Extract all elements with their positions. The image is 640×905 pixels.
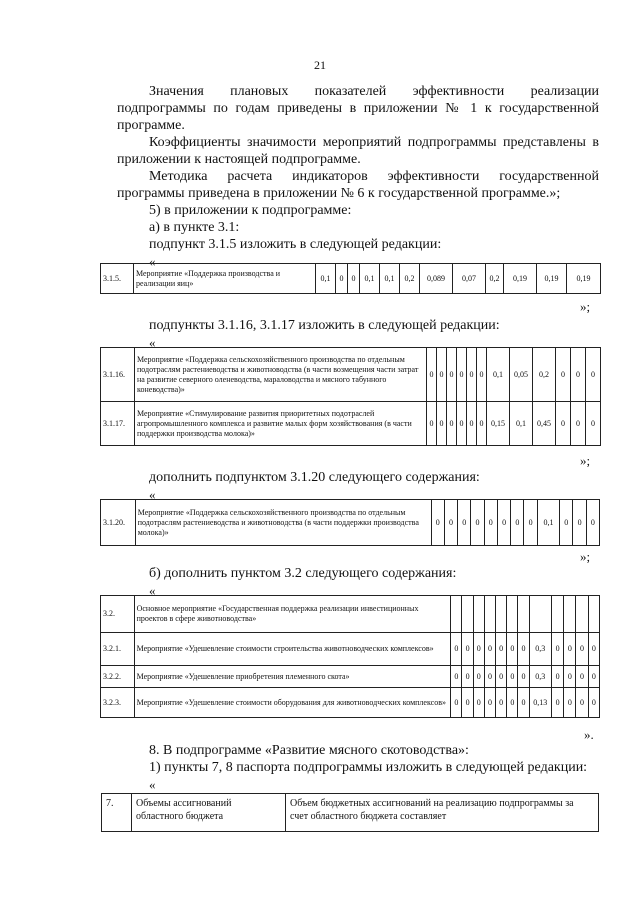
row-value: 0 bbox=[496, 688, 507, 718]
row-code: 3.1.16. bbox=[101, 348, 135, 402]
open-quote: « bbox=[149, 487, 156, 502]
paragraph-3-line-2: программы приведена в приложении № 6 к государственной программе.»; bbox=[117, 186, 561, 201]
row-value: 0 bbox=[467, 402, 477, 446]
row-value bbox=[462, 596, 473, 633]
row-value: 0 bbox=[437, 348, 447, 402]
row-value: 0,19 bbox=[537, 264, 567, 294]
row-code: 3.2.2. bbox=[101, 666, 135, 688]
open-quote: « bbox=[149, 254, 156, 269]
table-passport-7 bbox=[101, 793, 599, 832]
table-3-2 bbox=[100, 595, 600, 718]
row-value: 0 bbox=[524, 500, 537, 546]
row-value: 0 bbox=[447, 348, 457, 402]
row-value: 0 bbox=[507, 688, 518, 718]
close-quote-semicolon: »; bbox=[580, 299, 591, 314]
row-value: 0 bbox=[484, 666, 495, 688]
open-quote: « bbox=[149, 583, 156, 598]
row-value: 0,1 bbox=[510, 402, 533, 446]
row-value: 0 bbox=[427, 402, 437, 446]
open-quote: « bbox=[149, 777, 156, 792]
instruction-3-1-5: подпункт 3.1.5 изложить в следующей редакции: bbox=[149, 237, 442, 252]
row-value bbox=[473, 596, 484, 633]
row-value: 0 bbox=[471, 500, 484, 546]
row-value: 0 bbox=[462, 688, 473, 718]
instruction-3-1-20: дополнить подпунктом 3.1.20 следующего содержания: bbox=[149, 470, 480, 485]
row-value: 0 bbox=[484, 500, 497, 546]
open-quote: « bbox=[149, 335, 156, 350]
row-code: 3.2.3. bbox=[101, 688, 135, 718]
row-value: 0 bbox=[556, 402, 571, 446]
row-value: 0 bbox=[467, 348, 477, 402]
row-name: Мероприятие «Поддержка сельскохозяйственного производства по отдельным подотраслям растениеводства и животноводства (в части поддержки производства молока)» bbox=[135, 500, 431, 546]
row-value bbox=[588, 596, 599, 633]
row-value: 0 bbox=[497, 500, 510, 546]
table-row bbox=[101, 348, 601, 402]
row-code: 3.2. bbox=[101, 596, 135, 633]
row-value: 0 bbox=[496, 633, 507, 666]
page-number: 21 bbox=[314, 58, 326, 72]
row-value: 0 bbox=[588, 633, 599, 666]
row-value: 0,2 bbox=[486, 264, 504, 294]
table-row bbox=[101, 688, 600, 718]
row-value bbox=[576, 596, 588, 633]
row-value: 0 bbox=[511, 500, 524, 546]
item-8: 8. В подпрограмме «Развитие мясного скотоводства»: bbox=[149, 743, 469, 758]
row-value: 0 bbox=[473, 688, 484, 718]
row-value: 0,1 bbox=[537, 500, 559, 546]
row-value: 0,2 bbox=[400, 264, 420, 294]
paragraph-3-line-1: Методика расчета индикаторов эффективности государственной bbox=[149, 169, 599, 184]
row-value: 0,3 bbox=[529, 633, 551, 666]
item-8-1: 1) пункты 7, 8 паспорта подпрограммы изложить в следующей редакции: bbox=[149, 760, 588, 775]
row-value: 0 bbox=[451, 688, 462, 718]
row-value: 0,1 bbox=[380, 264, 400, 294]
row-value: 0 bbox=[564, 666, 576, 688]
paragraph-2-line-2: приложении к настоящей подпрограмме. bbox=[117, 152, 361, 167]
row-value: 0,15 bbox=[487, 402, 510, 446]
table-row bbox=[101, 500, 600, 546]
row-code: 3.1.17. bbox=[101, 402, 135, 446]
row-name: Мероприятие «Поддержка производства и реализации яиц» bbox=[134, 264, 316, 294]
row-value: 0,19 bbox=[504, 264, 537, 294]
row-name: Мероприятие «Удешевление стоимости строительства животноводческих комплексов» bbox=[134, 633, 451, 666]
row-value: 0 bbox=[588, 688, 599, 718]
row-value: 0,45 bbox=[533, 402, 556, 446]
row-value: 0 bbox=[576, 666, 588, 688]
row-value: 0 bbox=[473, 666, 484, 688]
row-value: 0 bbox=[457, 348, 467, 402]
row-value: 0 bbox=[458, 500, 471, 546]
row-value: 0 bbox=[462, 666, 473, 688]
row-value bbox=[484, 596, 495, 633]
row-value: 0 bbox=[518, 633, 529, 666]
item-5a: а) в пункте 3.1: bbox=[149, 220, 240, 235]
row-value: 0 bbox=[451, 666, 462, 688]
row-code: 3.1.5. bbox=[101, 264, 134, 294]
row-value: 0,1 bbox=[487, 348, 510, 402]
close-quote-period: ». bbox=[584, 727, 594, 742]
row-value: 0 bbox=[457, 402, 467, 446]
instruction-3-1-16-17: подпункты 3.1.16, 3.1.17 изложить в следующей редакции: bbox=[149, 318, 500, 333]
row-value: 0 bbox=[477, 402, 487, 446]
row-value: 0 bbox=[477, 348, 487, 402]
row-value: 0 bbox=[427, 348, 437, 402]
row-name: Основное мероприятие «Государственная поддержка реализации инвестиционных проектов в сфере животноводства» bbox=[134, 596, 451, 633]
row-value: 0 bbox=[552, 666, 564, 688]
row-code: 3.2.1. bbox=[101, 633, 135, 666]
row-code: 3.1.20. bbox=[101, 500, 136, 546]
row-value: 0 bbox=[586, 348, 601, 402]
row-name: Мероприятие «Удешевление стоимости оборудования для животноводческих комплексов» bbox=[134, 688, 451, 718]
row-value: 0 bbox=[507, 666, 518, 688]
row-value: 0,05 bbox=[510, 348, 533, 402]
row-value: 0,19 bbox=[567, 264, 601, 294]
row-value: 0 bbox=[518, 666, 529, 688]
row-value: 0 bbox=[576, 633, 588, 666]
row-value: 0 bbox=[462, 633, 473, 666]
row-value: 0 bbox=[552, 633, 564, 666]
row-value: 0 bbox=[556, 348, 571, 402]
paragraph-2-line-1: Коэффициенты значимости мероприятий подпрограммы представлены в bbox=[149, 135, 599, 150]
row-name: Мероприятие «Удешевление приобретения племенного скота» bbox=[134, 666, 451, 688]
row-text: Объем бюджетных ассигнований на реализацию подпрограммы за счет областного бюджета составляет bbox=[286, 794, 599, 832]
row-value: 0,089 bbox=[420, 264, 453, 294]
row-value: 0 bbox=[518, 688, 529, 718]
row-value: 0 bbox=[484, 688, 495, 718]
row-value: 0 bbox=[336, 264, 348, 294]
row-value: 0 bbox=[586, 402, 601, 446]
table-row bbox=[101, 596, 600, 633]
close-quote-semicolon: »; bbox=[580, 453, 591, 468]
row-number: 7. bbox=[102, 794, 132, 832]
row-value: 0 bbox=[571, 348, 586, 402]
row-value: 0 bbox=[496, 666, 507, 688]
table-3-1-5 bbox=[100, 263, 601, 294]
row-value bbox=[564, 596, 576, 633]
row-value: 0 bbox=[552, 688, 564, 718]
paragraph-1-line-1: Значения плановых показателей эффективности реализации bbox=[149, 84, 599, 99]
row-value: 0 bbox=[576, 688, 588, 718]
row-value: 0 bbox=[573, 500, 586, 546]
row-value: 0 bbox=[473, 633, 484, 666]
row-value bbox=[507, 596, 518, 633]
item-5: 5) в приложении к подпрограмме: bbox=[149, 203, 352, 218]
table-row bbox=[101, 633, 600, 666]
row-value bbox=[496, 596, 507, 633]
row-value: 0 bbox=[348, 264, 360, 294]
row-value: 0,07 bbox=[453, 264, 486, 294]
close-quote-semicolon: »; bbox=[580, 549, 591, 564]
row-value: 0,3 bbox=[529, 666, 551, 688]
row-value: 0 bbox=[588, 666, 599, 688]
row-value: 0,2 bbox=[533, 348, 556, 402]
row-value: 0 bbox=[571, 402, 586, 446]
table-row bbox=[101, 264, 601, 294]
table-3-1-16-17 bbox=[100, 347, 601, 446]
row-value bbox=[552, 596, 564, 633]
row-value: 0 bbox=[507, 633, 518, 666]
row-value: 0 bbox=[564, 688, 576, 718]
row-value: 0 bbox=[437, 402, 447, 446]
table-3-1-20 bbox=[100, 499, 600, 546]
item-5b: б) дополнить пунктом 3.2 следующего содержания: bbox=[149, 566, 457, 581]
row-value: 0,13 bbox=[529, 688, 551, 718]
row-value bbox=[529, 596, 551, 633]
row-value: 0 bbox=[451, 633, 462, 666]
paragraph-1-line-3: программе. bbox=[117, 118, 185, 133]
row-value: 0 bbox=[586, 500, 599, 546]
row-value: 0 bbox=[447, 402, 457, 446]
row-name: Мероприятие «Поддержка сельскохозяйственного производства по отдельным подотраслям растениеводства и животноводства (в части возмещения части затрат на развитие северного оленеводства, мараловодства и мясного табунного коневодства)» bbox=[135, 348, 427, 402]
row-value: 0 bbox=[560, 500, 573, 546]
row-value: 0 bbox=[444, 500, 457, 546]
row-value: 0 bbox=[431, 500, 444, 546]
table-row bbox=[101, 666, 600, 688]
row-value bbox=[451, 596, 462, 633]
table-row bbox=[102, 794, 599, 832]
row-value: 0,1 bbox=[360, 264, 380, 294]
row-value: 0 bbox=[564, 633, 576, 666]
row-value: 0,1 bbox=[316, 264, 336, 294]
row-value bbox=[518, 596, 529, 633]
row-name: Мероприятие «Стимулирование развития приоритетных подотраслей агропромышленного комплекса и развитие малых форм хозяйствования (в части поддержки производства молока)» bbox=[135, 402, 427, 446]
table-row bbox=[101, 402, 601, 446]
row-value: 0 bbox=[484, 633, 495, 666]
row-label: Объемы ассигнований областного бюджета bbox=[132, 794, 286, 832]
paragraph-1-line-2: подпрограммы по годам приведены в приложении № 1 к государственной bbox=[117, 101, 599, 116]
